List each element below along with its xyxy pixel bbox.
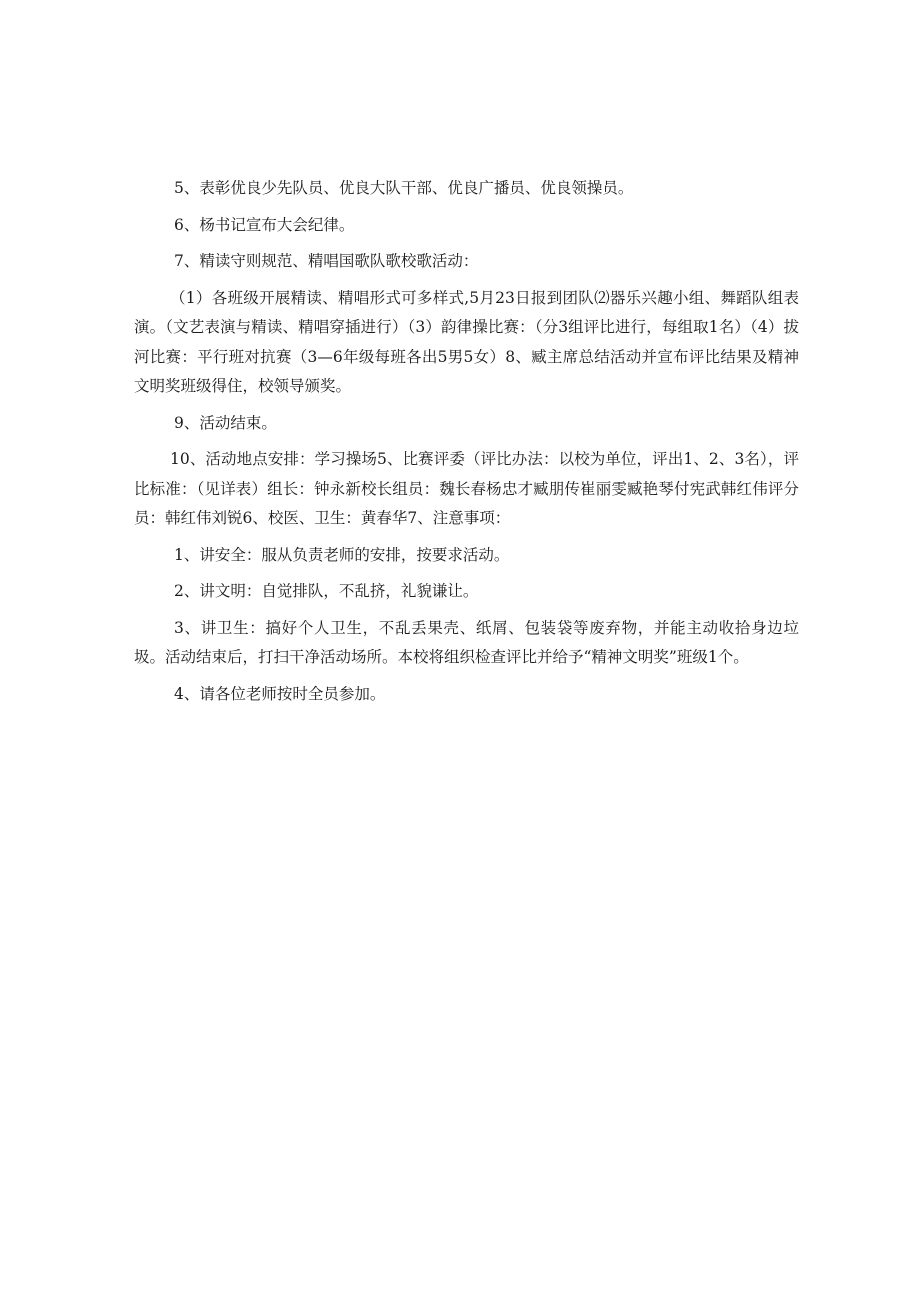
paragraph-activities: （1）各班级开展精读、精唱形式可多样式,5月23日报到团队⑵器乐兴趣小组、舞蹈队组表演。（文艺表演与精读、精唱穿插进行）（3）韵律操比赛：（分3组评比进行，每组取1名）（4）拔河比赛：平行班对抗赛（3—6年级每班各出5男5女）8、臧主席总结活动并宣布评比结果及精神文明奖班级得住，校领导颁奖。 — [134, 288, 799, 395]
paragraph-civility: 2、讲文明：自觉排队，不乱挤，礼貌谦让。 — [174, 582, 479, 600]
document-body — [134, 174, 799, 716]
paragraph-item-10: 10、活动地点安排：学习操场5、比赛评委（评比办法：以校为单位，评出1、2、3名），评比标准：（见详表）组长：钟永新校长组员：魏长春杨忠才臧朋传崔丽雯臧艳琴付宪武韩红伟评分员：韩红伟刘锐6、校医、卫生：黄春华7、注意事项： — [134, 450, 799, 527]
paragraph-item-5: 5、表彰优良少先队员、优良大队干部、优良广播员、优良领操员。 — [174, 179, 634, 197]
paragraph-item-6: 6、杨书记宣布大会纪律。 — [174, 215, 355, 234]
paragraph-attendance: 4、请各位老师按时全员参加。 — [174, 684, 386, 703]
paragraph-item-9: 9、活动结束。 — [174, 413, 277, 432]
paragraph-safety: 1、讲安全：服从负责老师的安排，按要求活动。 — [174, 545, 510, 564]
paragraph-hygiene: 3、讲卫生：搞好个人卫生，不乱丢果壳、纸屑、包装袋等废弃物，并能主动收拾身边垃圾。活动结束后，打扫干净活动场所。本校将组织检查评比并给予“精神文明奖”班级1个。 — [134, 618, 799, 666]
paragraph-item-7: 7、精读守则规范、精唱国歌队歌校歌活动： — [174, 252, 479, 270]
